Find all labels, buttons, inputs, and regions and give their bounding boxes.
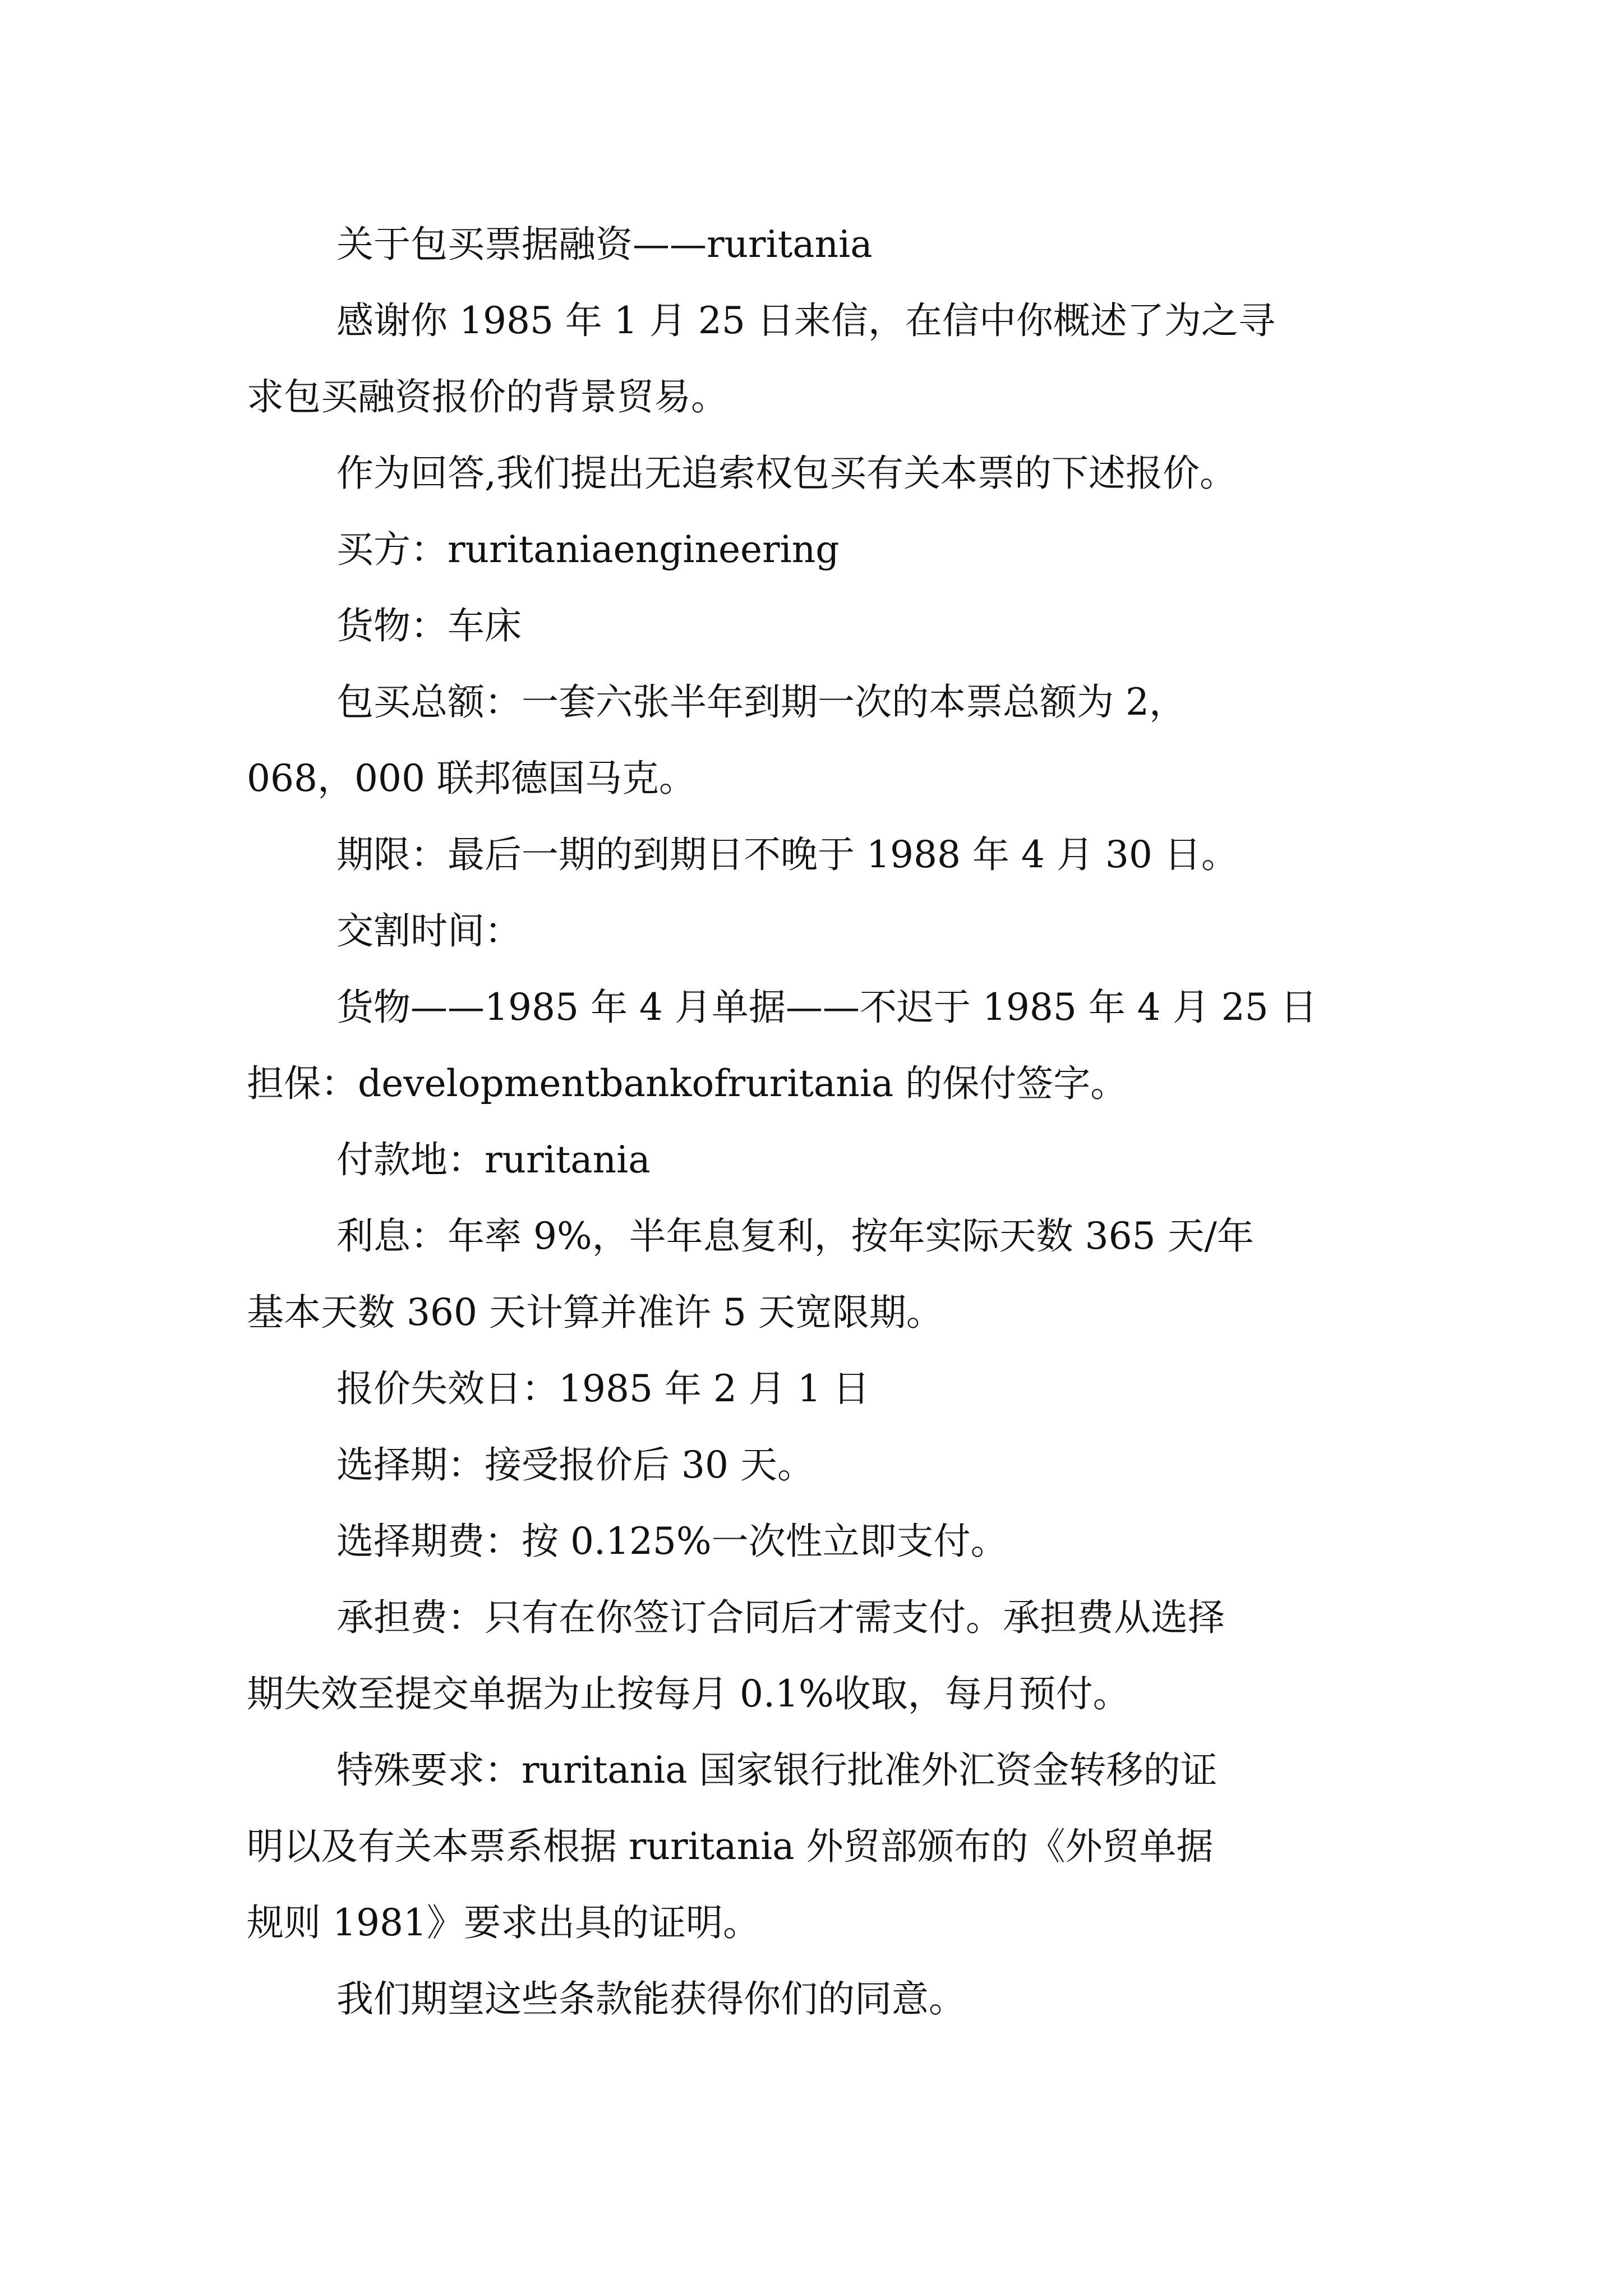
doc-closing-line: 我们期望这些条款能获得你们的同意。 bbox=[336, 1977, 966, 2021]
doc-paragraph-line: 068，000 联邦德国马克。 bbox=[247, 757, 696, 800]
doc-paragraph-line: 明以及有关本票系根据 ruritania 外贸部颁布的《外贸单据 bbox=[247, 1825, 1214, 1868]
doc-paragraph-line: 包买总额：一套六张半年到期一次的本票总额为 2， bbox=[336, 680, 1186, 724]
doc-paragraph-line: 货物：车床 bbox=[336, 604, 522, 647]
doc-paragraph-line: 承担费：只有在你签订合同后才需支付。承担费从选择 bbox=[336, 1596, 1225, 1639]
doc-paragraph-line: 付款地：ruritania bbox=[336, 1138, 651, 1181]
doc-paragraph-line: 选择期：接受报价后 30 天。 bbox=[336, 1443, 814, 1487]
doc-title: 关于包买票据融资——ruritania bbox=[336, 223, 873, 266]
doc-paragraph-line: 基本天数 360 天计算并准许 5 天宽限期。 bbox=[247, 1291, 943, 1334]
doc-paragraph-line: 担保：developmentbankofruritania 的保付签字。 bbox=[247, 1062, 1128, 1105]
doc-paragraph-line: 期限：最后一期的到期日不晚于 1988 年 4 月 30 日。 bbox=[336, 833, 1238, 876]
doc-paragraph-line: 交割时间： bbox=[336, 909, 522, 953]
doc-paragraph-line: 选择期费：按 0.125%一次性立即支付。 bbox=[336, 1520, 1008, 1563]
doc-paragraph-line: 报价失效日：1985 年 2 月 1 日 bbox=[336, 1367, 870, 1410]
doc-paragraph-line: 规则 1981》要求出具的证明。 bbox=[247, 1901, 760, 1944]
doc-paragraph-line: 特殊要求：ruritania 国家银行批准外汇资金转移的证 bbox=[336, 1749, 1218, 1792]
doc-paragraph-line: 感谢你 1985 年 1 月 25 日来信，在信中你概述了为之寻 bbox=[336, 299, 1275, 342]
doc-paragraph-line: 买方：ruritaniaengineering bbox=[336, 528, 840, 571]
doc-paragraph-line: 求包买融资报价的背景贸易。 bbox=[247, 375, 728, 418]
doc-paragraph-line: 期失效至提交单据为止按每月 0.1%收取，每月预付。 bbox=[247, 1672, 1130, 1715]
doc-paragraph-line: 作为回答,我们提出无追索权包买有关本票的下述报价。 bbox=[336, 452, 1237, 495]
doc-paragraph-line: 货物——1985 年 4 月单据——不迟于 1985 年 4 月 25 日 bbox=[336, 986, 1317, 1029]
doc-paragraph-line: 利息：年率 9%，半年息复利，按年实际天数 365 天/年 bbox=[336, 1214, 1254, 1258]
